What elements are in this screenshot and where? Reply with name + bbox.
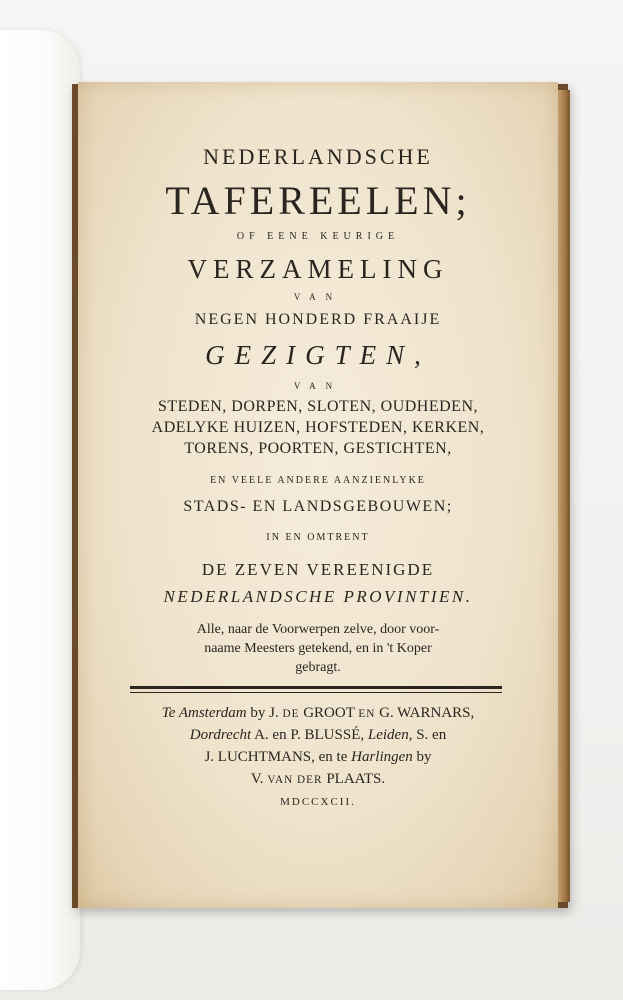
imprint-place-dordrecht: Dordrecht	[189, 727, 252, 743]
title-line-8: VAN	[293, 381, 343, 391]
imprint-text: J. LUCHTMANS, en te	[204, 749, 352, 765]
imprint-line-2	[78, 727, 558, 744]
imprint-text: by	[412, 749, 432, 765]
imprint-text: A. en P. BLUSSÉ,	[251, 727, 368, 743]
imprint-text: by J.	[246, 705, 283, 721]
book-fore-edge	[556, 90, 570, 902]
title-line-6: NEGEN HONDERD FRAAIJE	[194, 311, 442, 328]
adjacent-book-cover	[0, 30, 80, 990]
imprint-text: V.	[250, 771, 268, 787]
title-line-7: GEZIGTEN,	[205, 340, 431, 370]
imprint-year: MDCCXCII.	[280, 796, 356, 808]
imprint-text: , S. en	[408, 727, 447, 743]
divider-rule-thin	[130, 692, 502, 693]
title-line-14: IN EN OMTRENT	[266, 532, 370, 543]
imprint-text: EN	[358, 708, 376, 720]
title-line-13: STADS- EN LANDSGEBOUWEN;	[183, 498, 453, 515]
title-line-3: OF EENE KEURIGE	[236, 231, 400, 242]
title-line-5: VAN	[293, 292, 343, 302]
title-line-9: STEDEN, DORPEN, SLOTEN, OUDHEDEN,	[157, 398, 479, 415]
title-line-15: DE ZEVEN VEREENIGDE	[201, 560, 435, 579]
imprint-line-4	[78, 771, 558, 788]
title-line-2: TAFEREELEN;	[165, 178, 471, 223]
imprint-text: G. WARNARS,	[375, 705, 475, 721]
imprint-text: PLAATS.	[322, 771, 386, 787]
imprint-line-1	[78, 705, 558, 722]
imprint-text: GROOT	[299, 705, 359, 721]
title-line-18: naame Meesters getekend, en in 't Koper	[204, 641, 432, 656]
imprint-line-3	[78, 749, 558, 766]
title-line-19: gebragt.	[295, 660, 341, 675]
imprint-text: VAN DER	[267, 774, 323, 786]
title-line-1: NEDERLANDSCHE	[203, 144, 433, 169]
title-line-11: TORENS, POORTEN, GESTICHTEN,	[184, 440, 452, 457]
imprint-place-amsterdam: Te Amsterdam	[161, 705, 247, 721]
imprint-place-harlingen: Harlingen	[351, 749, 413, 765]
title-page-text	[78, 0, 558, 1000]
title-line-17: Alle, naar de Voorwerpen zelve, door voor-	[196, 622, 440, 637]
title-line-4: VERZAMELING	[187, 254, 449, 284]
title-line-10: ADELYKE HUIZEN, HOFSTEDEN, KERKEN,	[151, 419, 485, 436]
title-line-12: EN VEELE ANDERE AANZIENLYKE	[210, 475, 426, 486]
title-line-16: NEDERLANDSCHE PROVINTIEN.	[163, 587, 473, 606]
imprint-place-leiden: Leiden	[367, 727, 409, 743]
imprint-text: DE	[282, 708, 300, 720]
divider-rule-thick	[130, 686, 502, 689]
